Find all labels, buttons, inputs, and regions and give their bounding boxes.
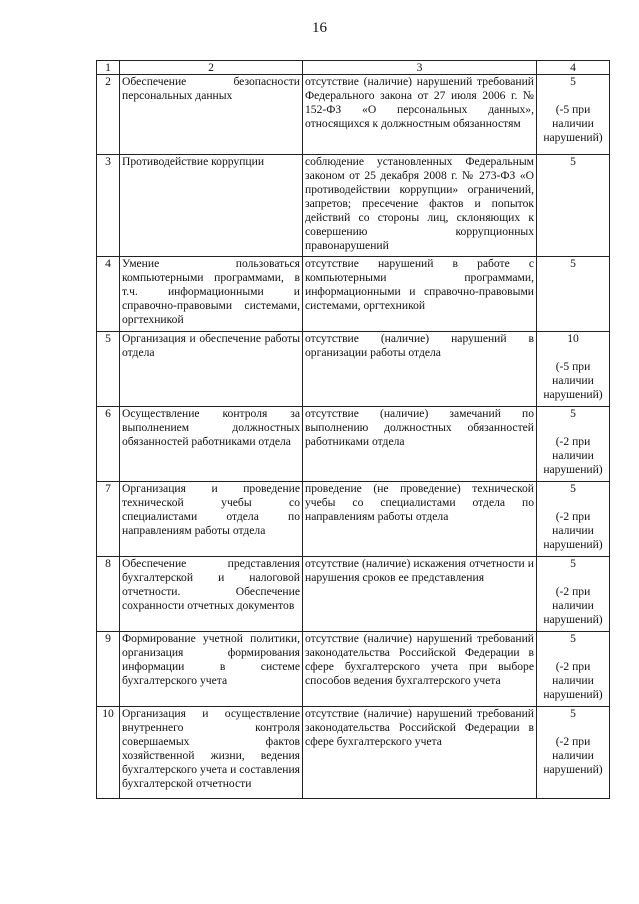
activity-cell: Осуществление контроля за выполнением должностных обязанностей работниками отдела [120,407,303,482]
table-row [97,332,610,407]
criterion-cell: отсутствие (наличие) нарушений требований Федерального закона от 27 июля 2006 г. № 152-ФЗ «О персональных данных», относящихся к должностным обязанностям [303,75,537,155]
activity-cell: Умение пользоваться компьютерными программами, в т.ч. информационными и справочно-правовыми системами, оргтехникой [120,257,303,332]
activity-cell: Организация и обеспечение работы отдела [120,332,303,407]
criterion-cell: отсутствие (наличие) замечаний по выполнению должностных обязанностей работниками отдела [303,407,537,482]
table-row [97,557,610,632]
score-penalty-note: (-2 при наличии нарушений) [543,435,603,476]
activity-cell: Организация и проведение технической учебы со специалистами отдела по направлениям работы отдела [120,482,303,557]
row-number: 4 [97,257,120,332]
score-penalty-note: (-2 при наличии нарушений) [543,510,603,551]
score-value: 5 [570,707,576,720]
criterion-cell: соблюдение установленных Федеральным законом от 25 декабря 2008 г. № 273-ФЗ «О противодействии коррупции» ограничений, запретов; пресечение фактов и попыток действий со стороны лиц, склоняющих к совершению коррупционных правонарушений [303,155,537,257]
criteria-table [96,60,610,799]
criterion-cell: отсутствие нарушений в работе с компьютерными программами, информационными и справочно-правовыми системами, оргтехникой [303,257,537,332]
row-number: 6 [97,407,120,482]
table-row [97,632,610,707]
score-cell [537,257,610,332]
column-header-2: 2 [120,61,303,75]
table-body [97,75,610,799]
criterion-cell: отсутствие (наличие) нарушений требований законодательства Российской Федерации в сфере бухгалтерского учета [303,707,537,799]
score-cell [537,482,610,557]
score-cell [537,75,610,155]
table-row [97,482,610,557]
score-cell [537,332,610,407]
column-header-4: 4 [537,61,610,75]
score-value: 5 [570,632,576,645]
page-number: 16 [312,20,327,36]
column-header-3: 3 [303,61,537,75]
score-penalty-note: (-2 при наличии нарушений) [543,585,603,626]
table-row [97,707,610,799]
score-value: 5 [570,75,576,88]
score-penalty-note: (-5 при наличии нарушений) [543,103,603,144]
activity-cell: Обеспечение представления бухгалтерской и налоговой отчетности. Обеспечение сохранности отчетных документов [120,557,303,632]
criterion-cell: отсутствие (наличие) нарушений в организации работы отдела [303,332,537,407]
criterion-cell: проведение (не проведение) технической учебы со специалистами отдела по направлениям работы отдела [303,482,537,557]
score-value: 5 [570,557,576,570]
row-number: 5 [97,332,120,407]
activity-cell: Организация и осуществление внутреннего контроля совершаемых фактов хозяйственной жизни, ведения бухгалтерского учета и составления бухгалтерской отчетности [120,707,303,799]
row-number: 3 [97,155,120,257]
table-row [97,257,610,332]
criterion-cell: отсутствие (наличие) искажения отчетности и нарушения сроков ее представления [303,557,537,632]
activity-cell: Формирование учетной политики, организация формирования информации в системе бухгалтерского учета [120,632,303,707]
table-row [97,155,610,257]
score-cell [537,707,610,799]
criterion-cell: отсутствие (наличие) нарушений требований законодательства Российской Федерации в сфере бухгалтерского учета при выборе способов ведения бухгалтерского учета [303,632,537,707]
activity-cell: Обеспечение безопасности персональных данных [120,75,303,155]
table-row [97,75,610,155]
row-number: 2 [97,75,120,155]
table-header-row [97,61,610,75]
score-penalty-note: (-2 при наличии нарушений) [543,660,603,701]
row-number: 10 [97,707,120,799]
score-penalty-note: (-2 при наличии нарушений) [543,735,603,776]
score-value: 10 [567,332,579,345]
score-penalty-note: (-5 при наличии нарушений) [543,360,603,401]
score-cell [537,407,610,482]
score-value: 5 [570,155,576,168]
row-number: 9 [97,632,120,707]
score-value: 5 [570,482,576,495]
score-cell [537,557,610,632]
table-row [97,407,610,482]
score-cell [537,155,610,257]
activity-cell: Противодействие коррупции [120,155,303,257]
row-number: 7 [97,482,120,557]
score-cell [537,632,610,707]
row-number: 8 [97,557,120,632]
score-value: 5 [570,257,576,270]
score-value: 5 [570,407,576,420]
column-header-1: 1 [97,61,120,75]
